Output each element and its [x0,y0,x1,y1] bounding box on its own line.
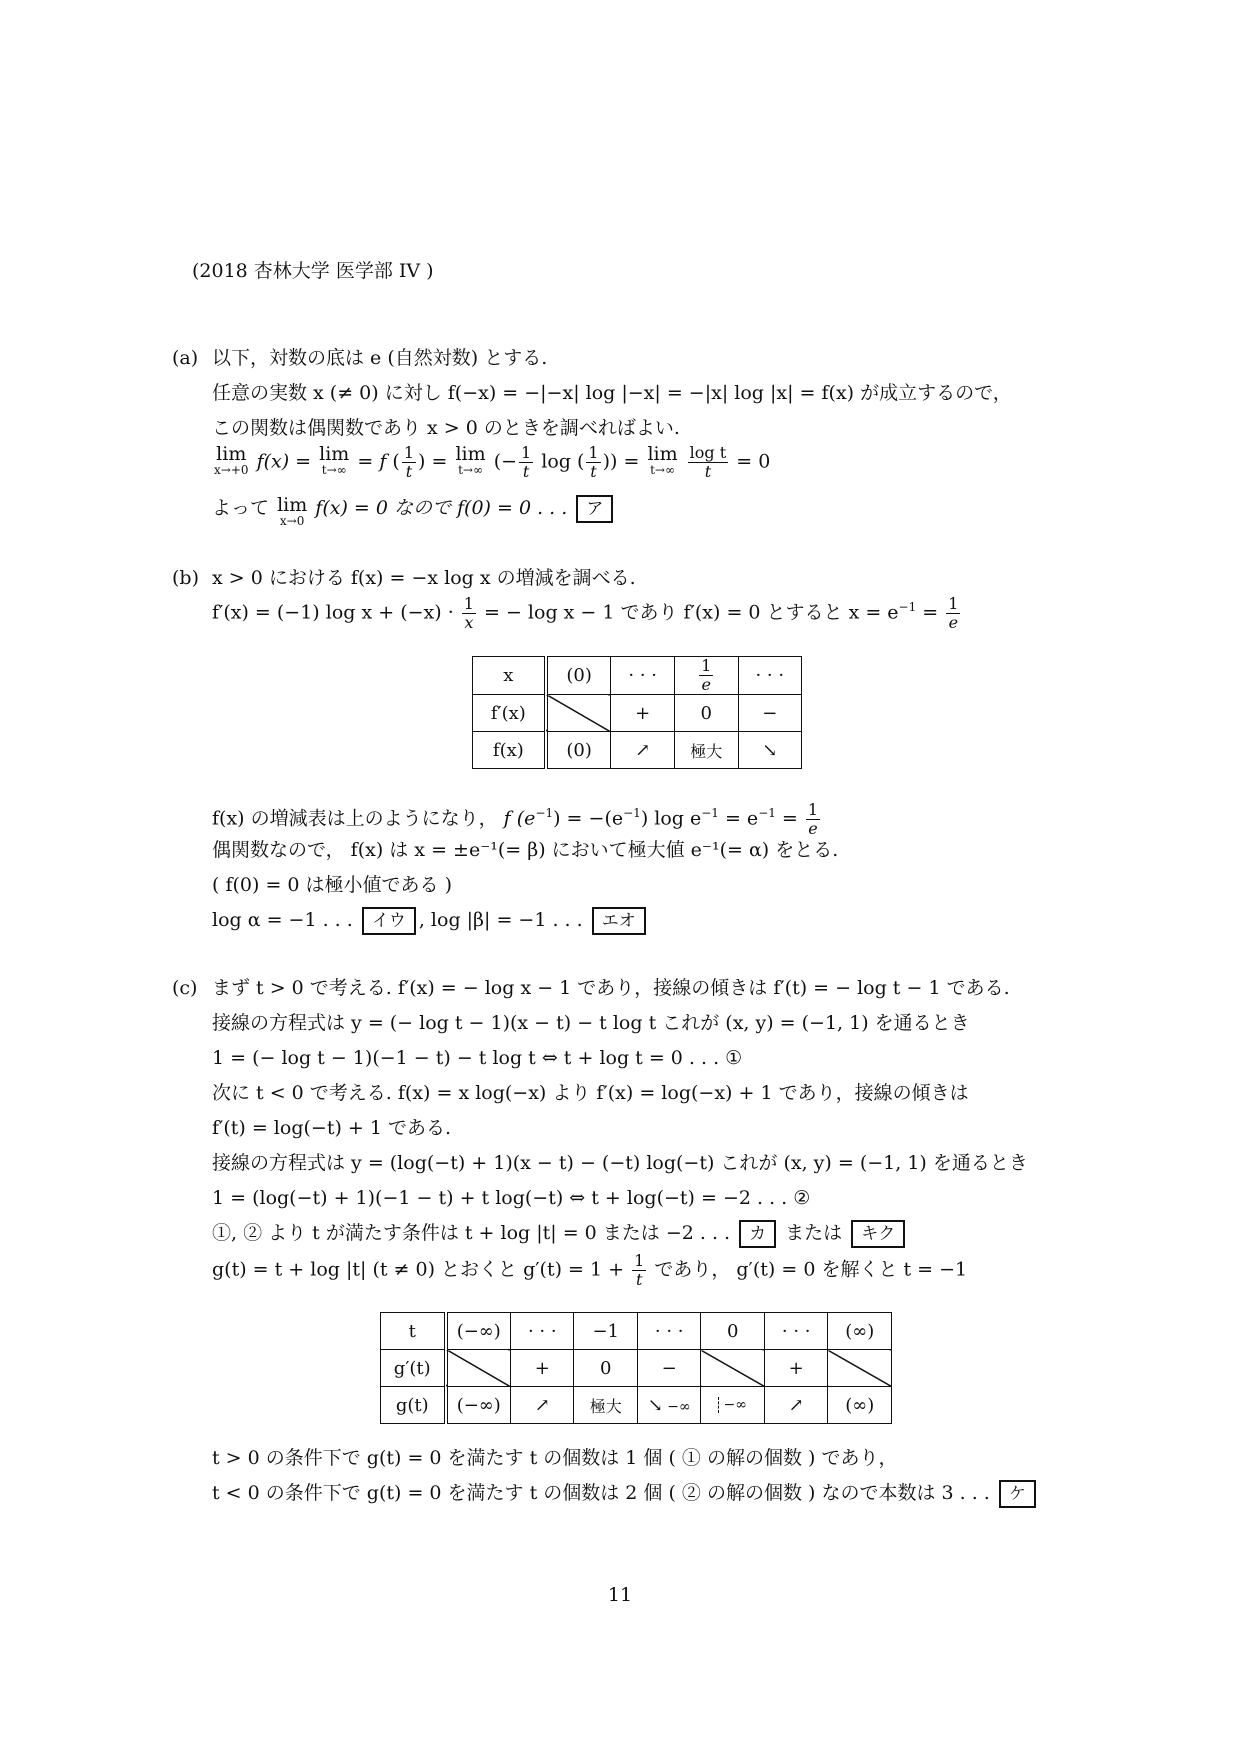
lim-operator: lim x→0 [277,494,308,528]
table-row [473,695,802,732]
table-cell: · · · [738,657,802,695]
table-cell-diagonal [828,1350,892,1387]
table-row [381,1387,892,1424]
lim-operator: lim x→+0 [214,443,249,477]
section-b-line2: f′(x) = (−1) log x + (−x) · $\frac{1}{x}$ = − log x − 1 であり f′(x) = 0 とすると $x = e^{-1}$ = $\frac{1}{e}$ [212,593,959,632]
table-row [381,1313,892,1350]
section-c-line2: 接線の方程式は y = (− log t − 1)(x − t) − t log t これが (x, y) = (−1, 1) を通るとき [212,1012,970,1034]
table-row [473,732,802,769]
section-c-line3: 1 = (− log t − 1)(−1 − t) − t log t ⇔ t + log t = 0 . . . ① [212,1047,743,1069]
table-cell: 極大 [674,732,738,769]
table-cell: · · · [611,657,674,695]
table-cell-value: −∞ [718,1397,746,1413]
table-cell: g′(t) [381,1350,446,1387]
table-cell: − [738,695,802,732]
answer-box-b1: イウ [362,907,416,935]
section-a-line3: この関数は偶関数であり x > 0 のときを調べればよい. [212,417,680,439]
table-cell: + [611,695,674,732]
table-cell: 極大 [574,1387,637,1424]
section-c-label: (c) [172,977,198,999]
decrease-arrow-icon: ↘ [738,732,802,769]
increase-arrow-icon: ↗ [511,1387,574,1424]
section-b-line5: ( f(0) = 0 は極小値である ) [212,874,452,896]
table-cell: g(t) [381,1387,446,1424]
section-c-line4: 次に t < 0 で考える. f(x) = x log(−x) より f′(x) = log(−x) + 1 であり，接線の傾きは [212,1082,969,1104]
table-row [381,1350,892,1387]
fraction: $\frac{\text{log t}}{t}$ [689,443,727,481]
section-c-line10: t > 0 の条件下で g(t) = 0 を満たす t の個数は 1 個 ( ① の解の個数 ) であり， [212,1447,898,1469]
table-cell: + [511,1350,574,1387]
table-cell: · · · [764,1313,827,1350]
section-c-line5: f′(t) = log(−t) + 1 である. [212,1117,452,1139]
answer-box-c3: ケ [999,1480,1036,1508]
section-b-line4: 偶関数なので， f(x) は x = ±e⁻¹(= β) において極大値 e⁻¹(= α) をとる. [212,839,839,861]
table-cell: (−∞) [446,1313,511,1350]
table-cell: f′(x) [473,695,546,732]
table-cell: f(x) [473,732,546,769]
section-b-label: (b) [172,567,199,589]
section-b-line3: f(x) の増減表は上のようになり， f $(e^{-1}) = -(e^{-1})$ $\log e^{-1} = e^{-1}$ = $\frac{1}{e}$ [212,799,819,838]
fraction: $\frac{1}{x}$ [463,593,474,632]
section-a-line4: よって lim x→0 f(x) = 0 なので f(0) = 0 . . . ア [212,495,616,527]
table-cell: (0) [546,732,611,769]
fraction: $\frac{1}{t}$ [403,443,415,481]
section-a-line2: 任意の実数 x (≠ 0) に対し f(−x) = −|−x| log |−x| = −|x| log |x| = f(x) が成立するので， [212,382,1012,404]
fraction: $\frac{1}{t}$ [634,1251,645,1289]
table-cell: (∞) [828,1313,892,1350]
header: (2018 杏林大学 医学部 IV ) [192,260,434,282]
table-cell: 0 [701,1313,764,1350]
lim-operator: lim t→∞ [319,443,350,477]
decrease-arrow-icon: ↘ [647,1394,663,1416]
table-cell: −1 [574,1313,637,1350]
section-a-limit-equation: lim x→+0 f(x) = lim t→∞ = f ( $\frac{1}{t}$ ) = lim t→∞ (− $\frac{1}{t}$ log ( $\frac{1}{t}$ )) = lim t→∞ $\frac{\text{log t}}{t}$ = 0 [214,443,771,481]
table-cell-diagonal [446,1350,511,1387]
section-c-line8: ①, ② より t が満たす条件は t + log |t| = 0 または −2 . . . カ または キク [212,1220,908,1248]
variation-table-f [472,656,802,769]
table-cell: · · · [637,1313,700,1350]
section-c-line7: 1 = (log(−t) + 1)(−1 − t) + t log(−t) ⇔ t + log(−t) = −2 . . . ② [212,1187,811,1209]
table-cell: · · · [511,1313,574,1350]
section-c-line9: g(t) = t + log |t| (t ≠ 0) とおくと g′(t) = 1 + $\frac{1}{t}$ であり， g′(t) = 0 を解くと t = −1 [212,1251,968,1289]
page-number: 11 [607,1584,633,1606]
increase-arrow-icon: ↗ [764,1387,827,1424]
table-cell-diagonal [546,695,611,732]
table-cell: + [764,1350,827,1387]
table-cell: − [637,1350,700,1387]
answer-box-a: ア [576,495,613,523]
table-cell: 0 [674,695,738,732]
table-cell-value: −∞ [667,1398,691,1415]
section-b-line6: log α = −1 . . . イウ , log |β| = −1 . . . エオ [212,907,649,935]
fraction: $\frac{1}{e}$ [807,799,819,838]
section-a-line1: 以下，対数の底は e (自然対数) とする. [212,347,548,369]
table-cell: (−∞) [446,1387,511,1424]
table-cell [637,1387,700,1424]
table-cell-diagonal [701,1350,764,1387]
section-c-line11: t < 0 の条件下で g(t) = 0 を満たす t の個数は 2 個 ( ② の解の個数 ) なので本数は 3 . . . ケ [212,1480,1039,1508]
table-cell: $\frac{1}{e}$ [674,657,738,695]
table-cell: 0 [574,1350,637,1387]
table-cell: (∞) [828,1387,892,1424]
answer-box-c2: キク [851,1220,905,1248]
answer-box-c1: カ [739,1220,776,1248]
lim-operator: lim t→∞ [647,443,678,477]
fraction: $\frac{1}{t}$ [521,443,532,481]
table-cell: t [381,1313,446,1350]
variation-table-g [380,1312,892,1424]
table-cell [701,1387,764,1424]
lim-operator: lim t→∞ [455,443,486,477]
fraction: $\frac{1}{e}$ [948,593,959,632]
section-c-line6: 接線の方程式は y = (log(−t) + 1)(x − t) − (−t) log(−t) これが (x, y) = (−1, 1) を通るとき [212,1152,1028,1174]
fraction: $\frac{1}{t}$ [588,443,599,481]
table-cell: x [473,657,546,695]
section-c-line1: まず t > 0 で考える. f′(x) = − log x − 1 であり，接線の傾きは f′(t) = − log t − 1 である. [212,977,1010,999]
section-a-label: (a) [172,347,199,369]
section-b-line1: x > 0 における f(x) = −x log x の増減を調べる. [212,567,636,589]
table-cell: (0) [546,657,611,695]
answer-box-b2: エオ [592,907,646,935]
increase-arrow-icon: ↗ [611,732,674,769]
table-row [473,657,802,695]
